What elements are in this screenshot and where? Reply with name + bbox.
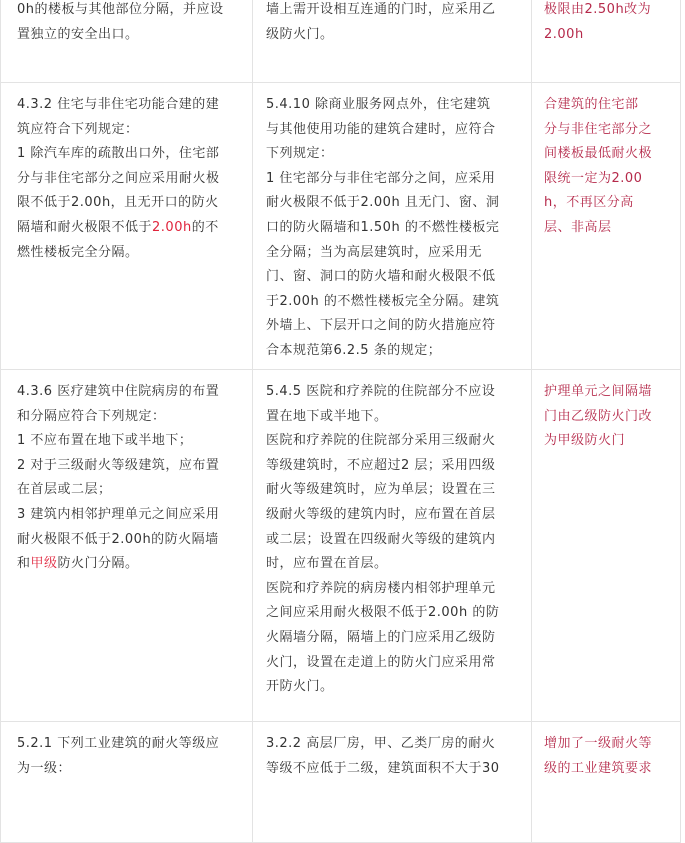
- change-note-cell: [531, 0, 681, 82]
- text-line: 1 不应布置在地下或半地下；: [17, 433, 193, 449]
- text-line: 限不低于2.00h，且无开口的防火: [17, 195, 219, 211]
- text-line: 合建筑的住宅部: [544, 97, 639, 112]
- text-line: 分与非住宅部分之间应采用耐火极: [17, 170, 220, 186]
- text-line: 4.3.6 医疗建筑中住院病房的布置: [17, 384, 220, 399]
- text-line: 外墙上、下层开口之间的防火措施应符: [266, 318, 496, 334]
- change-note-cell: [531, 370, 681, 721]
- change-note-cell: [531, 722, 681, 842]
- text-line: 置独立的安全出口。: [17, 26, 139, 42]
- text-line: 医院和疗养院的住院部分采用三级耐火: [266, 433, 496, 449]
- text-line: 置在地下或半地下。: [266, 408, 388, 424]
- text-line: 全分隔；当为高层建筑时，应采用无: [266, 244, 483, 260]
- table-row: [0, 722, 681, 843]
- text-line: 级防火门。: [266, 26, 334, 42]
- text-line: [17, 216, 240, 241]
- text-line: 火门，设置在走道上的防火门应采用常: [266, 654, 496, 670]
- text-line: 或二层；设置在四级耐火等级的建筑内: [266, 531, 496, 547]
- text-segment: 和: [17, 556, 31, 572]
- text-line: 限统一定为2.00: [544, 170, 643, 186]
- old-clause-cell: [0, 722, 252, 842]
- text-line: 为一级：: [17, 760, 72, 776]
- text-line: 口的防火隔墙和1.50h 的不燃性楼板完: [266, 219, 500, 235]
- text-line: 0h的楼板与其他部位分隔，并应设: [17, 2, 224, 17]
- text-line: 层、非高层: [544, 219, 612, 235]
- text-line: 医院和疗养院的病房楼内相邻护理单元: [266, 580, 496, 596]
- text-line: 和分隔应符合下列规定：: [17, 408, 166, 424]
- text-line: 3.2.2 高层厂房，甲、乙类厂房的耐火: [266, 736, 496, 751]
- text-line: 极限由2.50h改为: [544, 2, 652, 17]
- text-line: 5.4.5 医院和疗养院的住院部分不应设: [266, 384, 496, 399]
- text-line: h，不再区分高: [544, 195, 634, 211]
- text-segment: 的不: [191, 219, 219, 235]
- text-line: 合本规范第6.2.5 条的规定；: [266, 342, 442, 358]
- text-line: 级耐火等级的建筑内时，应布置在首层: [266, 506, 496, 522]
- new-clause-cell: [252, 83, 531, 369]
- text-line: 1 住宅部分与非住宅部分之间，应采用: [266, 170, 496, 186]
- text-line: 在首层或二层；: [17, 482, 112, 498]
- text-line: 与其他使用功能的建筑合建时，应符合: [266, 121, 496, 137]
- change-note-cell: [531, 83, 681, 369]
- text-line: 分与非住宅部分之: [544, 121, 653, 137]
- text-line: 耐火等级建筑时，应为单层；设置在三: [266, 482, 496, 498]
- text-line: 间楼板最低耐火极: [544, 146, 653, 162]
- text-line: 5.2.1 下列工业建筑的耐火等级应: [17, 736, 220, 751]
- new-clause-cell: [252, 722, 531, 842]
- text-line: 等级建筑时，不应超过2 层；采用四级: [266, 457, 496, 473]
- text-segment: 防火门分隔。: [57, 556, 139, 572]
- text-line: 1 除汽车库的疏散出口外，住宅部: [17, 146, 220, 162]
- text-line: 5.4.10 除商业服务网点外，住宅建筑: [266, 97, 491, 112]
- text-line: 门、窗、洞口的防火墙和耐火极限不低: [266, 269, 496, 285]
- table-row: [0, 0, 681, 83]
- text-line: 3 建筑内相邻护理单元之间应采用: [17, 506, 220, 522]
- text-line: 为甲级防火门: [544, 433, 626, 449]
- text-line: 增加了一级耐火等: [544, 736, 653, 751]
- text-line: 燃性楼板完全分隔。: [17, 244, 139, 260]
- highlighted-value: 甲级: [30, 556, 58, 572]
- table-row: [0, 83, 681, 370]
- text-line: 2 对于三级耐火等级建筑，应布置: [17, 457, 220, 473]
- text-line: 护理单元之间隔墙: [544, 384, 653, 399]
- text-line: 墙上需开设相互连通的门时，应采用乙: [266, 2, 496, 17]
- new-clause-cell: [252, 370, 531, 721]
- text-line: 筑应符合下列规定：: [17, 121, 139, 137]
- text-line: 开防火门。: [266, 679, 334, 695]
- text-line: 级的工业建筑要求: [544, 760, 653, 776]
- text-line: [17, 552, 240, 577]
- text-line: 时，应布置在首层。: [266, 556, 388, 572]
- new-clause-cell: [252, 0, 531, 82]
- text-line: 于2.00h 的不燃性楼板完全分隔。建筑: [266, 293, 500, 309]
- text-line: 火隔墙分隔，隔墙上的门应采用乙级防: [266, 629, 496, 645]
- text-line: 耐火极限不低于2.00h 且无门、窗、洞: [266, 195, 500, 211]
- text-line: 下列规定：: [266, 146, 334, 162]
- table-row: [0, 370, 681, 722]
- highlighted-value: 2.00h: [152, 219, 192, 235]
- old-clause-cell: [0, 83, 252, 369]
- text-line: 等级不应低于二级，建筑面积不大于30: [266, 760, 500, 776]
- text-line: 耐火极限不低于2.00h的防火隔墙: [17, 531, 219, 547]
- text-line: 4.3.2 住宅与非住宅功能合建的建: [17, 97, 220, 112]
- text-line: 门由乙级防火门改: [544, 408, 653, 424]
- text-line: 2.00h: [544, 26, 584, 42]
- text-segment: 隔墙和耐火极限不低于: [17, 219, 153, 235]
- text-line: 之间应采用耐火极限不低于2.00h 的防: [266, 605, 500, 621]
- old-clause-cell: [0, 370, 252, 721]
- old-clause-cell: [0, 0, 252, 82]
